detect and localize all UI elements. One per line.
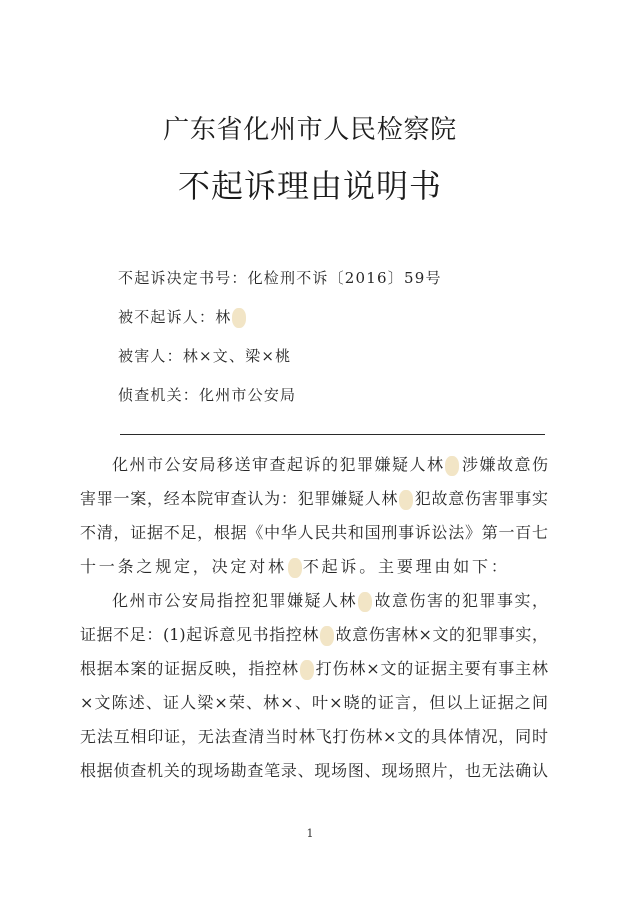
victims-value: 林×文、梁×桃	[182, 347, 292, 365]
victims-label: 被害人：	[118, 347, 183, 365]
line-text: 涉嫌故意伤	[460, 455, 548, 474]
decision-number-row	[118, 259, 538, 298]
line-text: ×文陈述、证人梁×荣、林×、叶×晓的证言，但以上证据之间	[80, 693, 548, 712]
text-line	[80, 686, 548, 720]
text-line	[80, 448, 548, 482]
line-text: 证据不足：(1)起诉意见书指控林	[80, 625, 319, 644]
text-line	[80, 516, 548, 550]
text-line	[80, 482, 548, 516]
line-text: 故意伤害的犯罪事实，	[372, 591, 548, 610]
line-text: 根据本案的证据反映，指控林	[80, 659, 299, 678]
redaction-mark	[445, 456, 459, 476]
redaction-mark	[399, 490, 413, 510]
investigating-agency-row	[118, 376, 538, 415]
redaction-mark	[300, 660, 314, 680]
case-info	[118, 259, 538, 415]
non-prosecuted-person-label: 被不起诉人：	[118, 308, 216, 326]
redaction-mark	[358, 592, 372, 612]
paragraph	[80, 448, 548, 584]
non-prosecuted-person-value: 林	[215, 308, 232, 326]
text-line	[80, 652, 548, 686]
document-title: 不起诉理由说明书	[177, 167, 442, 205]
text-line	[80, 754, 548, 788]
line-text: 根据侦查机关的现场勘查笔录、现场图、现场照片，也无法确认	[80, 761, 548, 780]
decision-number-label: 不起诉决定书号：	[118, 269, 248, 287]
text-line	[80, 720, 548, 754]
page-number: 1	[306, 827, 314, 840]
investigating-agency-label: 侦查机关：	[118, 386, 200, 404]
redaction-mark	[320, 626, 334, 646]
line-text: 十一条之规定，决定对林	[80, 557, 287, 576]
text-line	[80, 618, 548, 652]
redaction-mark	[232, 308, 246, 328]
text-line	[80, 550, 548, 584]
paragraph	[80, 584, 548, 788]
line-text: 故意伤害林×文的犯罪事实，	[334, 625, 548, 644]
non-prosecuted-person-row	[118, 298, 538, 337]
document-body	[80, 448, 548, 788]
line-text: 打伤林×文的证据主要有事主林	[314, 659, 548, 678]
decision-number-value: 化检刑不诉〔2016〕59号	[247, 269, 442, 287]
victims-row	[118, 337, 538, 376]
header-divider	[120, 434, 545, 435]
line-text: 不起诉。主要理由如下：	[302, 557, 510, 576]
line-text: 无法互相印证，无法查清当时林飞打伤林×文的具体情况，同时	[80, 727, 548, 746]
line-text: 犯故意伤害罪事实	[414, 489, 548, 508]
investigating-agency-value: 化州市公安局	[199, 386, 297, 404]
redaction-mark	[288, 558, 302, 578]
line-text: 不清，证据不足，根据《中华人民共和国刑事诉讼法》第一百七	[80, 523, 548, 542]
line-text: 害罪一案，经本院审查认为：犯罪嫌疑人林	[80, 489, 399, 508]
organization-title: 广东省化州市人民检察院	[163, 115, 457, 145]
text-line	[80, 584, 548, 618]
line-text: 化州市公安局指控犯罪嫌疑人林	[112, 591, 357, 610]
line-text: 化州市公安局移送审查起诉的犯罪嫌疑人林	[112, 455, 445, 474]
